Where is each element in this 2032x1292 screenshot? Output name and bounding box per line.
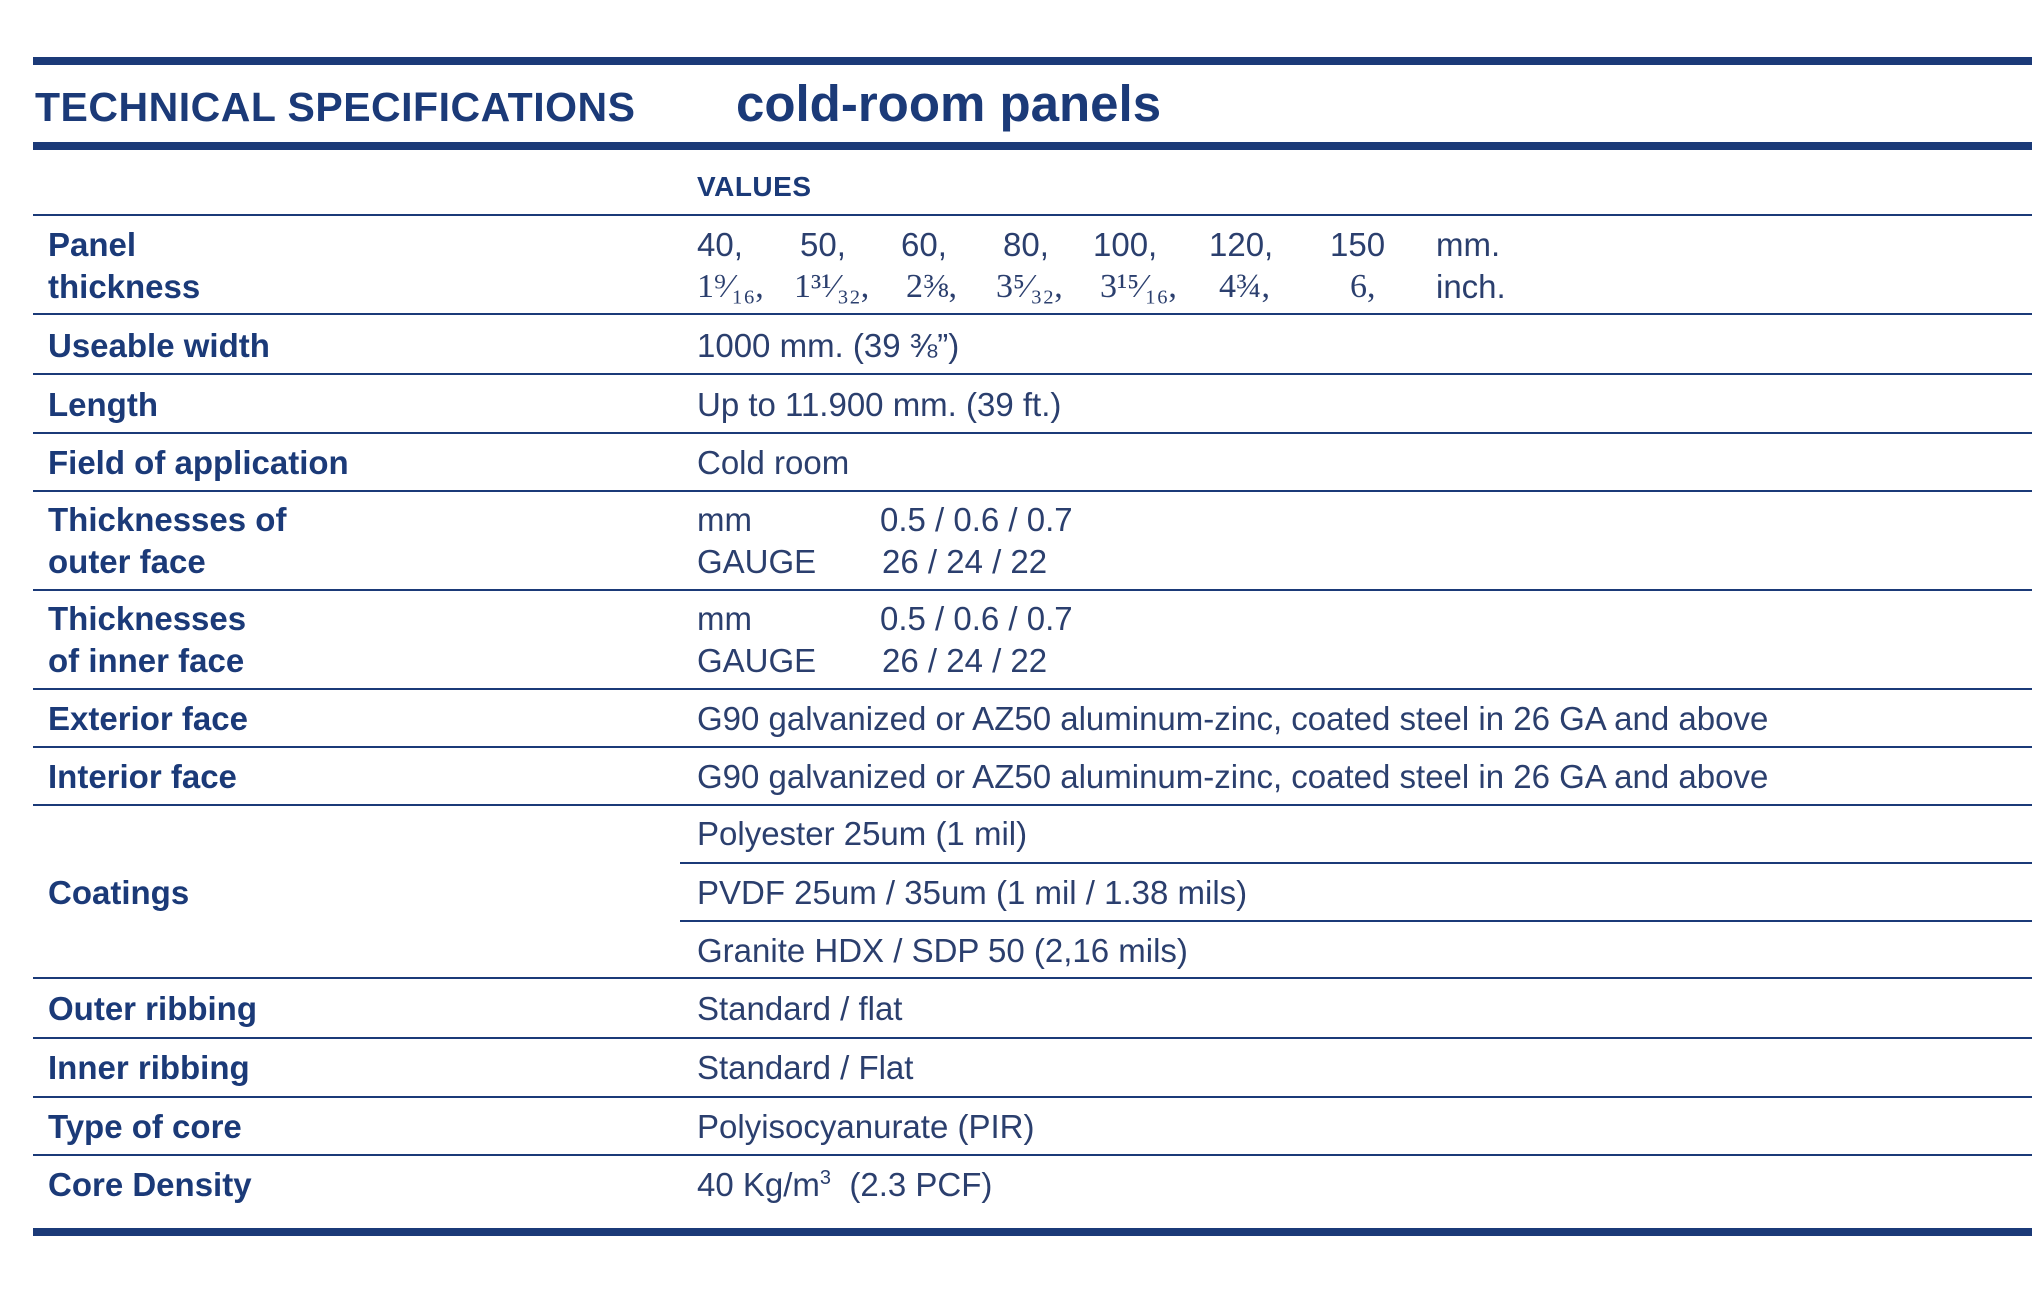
- thickness-mm-value: 120,: [1209, 226, 1274, 263]
- field-of-application-label: Field of application: [48, 444, 349, 481]
- thickness-inch-value: 3¹⁵⁄₁₆,: [1100, 268, 1177, 305]
- top-rule: [33, 57, 2032, 65]
- thickness-inch-value: 1³¹⁄₃₂,: [794, 268, 870, 305]
- page-title: TECHNICAL SPECIFICATIONS: [35, 84, 636, 130]
- outer-ribbing-value: Standard / flat: [697, 990, 903, 1027]
- type-of-core-label: Type of core: [48, 1108, 242, 1145]
- core-density-label: Core Density: [48, 1166, 252, 1203]
- inner-face-unit: GAUGE: [697, 642, 817, 679]
- bottom-rule: [33, 1228, 2032, 1236]
- inner-face-thickness-label: Thicknesses: [48, 600, 247, 637]
- values-column-header: VALUES: [697, 171, 812, 202]
- thickness-mm-value: 40,: [697, 226, 743, 263]
- thickness-inch-unit: inch.: [1436, 268, 1506, 305]
- outer-face-value: 26 / 24 / 22: [882, 543, 1048, 580]
- thickness-mm-value: 80,: [1003, 226, 1049, 263]
- thickness-mm-unit: mm.: [1436, 226, 1501, 263]
- coating-value: Granite HDX / SDP 50 (2,16 mils): [697, 932, 1188, 969]
- row-divider: [33, 1037, 2032, 1039]
- page-subtitle: cold-room panels: [736, 75, 1162, 132]
- inner-face-value: 0.5 / 0.6 / 0.7: [880, 600, 1073, 637]
- inner-face-unit: mm: [697, 600, 752, 637]
- thickness-mm-value: 100,: [1093, 226, 1158, 263]
- row-divider: [33, 746, 2032, 748]
- field-of-application-value: Cold room: [697, 444, 850, 481]
- row-divider: [33, 1096, 2032, 1098]
- useable-width-value: 1000 mm. (39 ⅜”): [697, 327, 960, 364]
- inner-face-value: 26 / 24 / 22: [882, 642, 1048, 679]
- exterior-face-label: Exterior face: [48, 700, 248, 737]
- thickness-mm-value: 150: [1330, 226, 1386, 263]
- coatings-label: Coatings: [48, 874, 190, 911]
- interior-face-label: Interior face: [48, 758, 237, 795]
- core-density-exponent: 3: [819, 1167, 832, 1189]
- outer-face-thickness-label: Thicknesses of: [48, 501, 287, 538]
- outer-ribbing-label: Outer ribbing: [48, 990, 257, 1027]
- coating-value: PVDF 25um / 35um (1 mil / 1.38 mils): [697, 874, 1248, 911]
- thickness-inch-value: 3⁵⁄₃₂,: [996, 268, 1063, 305]
- row-divider: [33, 977, 2032, 979]
- thickness-mm-value: 50,: [800, 226, 846, 263]
- coating-value: Polyester 25um (1 mil): [697, 815, 1028, 852]
- header-rule: [33, 142, 2032, 150]
- outer-face-unit: mm: [697, 501, 752, 538]
- row-divider: [33, 589, 2032, 591]
- row-divider: [33, 1154, 2032, 1156]
- outer-face-value: 0.5 / 0.6 / 0.7: [880, 501, 1073, 538]
- useable-width-label: Useable width: [48, 327, 270, 364]
- row-divider: [33, 373, 2032, 375]
- row-divider: [33, 804, 2032, 806]
- coating-divider: [680, 920, 2032, 922]
- row-divider: [33, 214, 2032, 216]
- thickness-inch-value: 4¾,: [1219, 268, 1270, 305]
- outer-face-thickness-label: outer face: [48, 543, 206, 580]
- panel-thickness-label: Panel: [48, 226, 137, 263]
- inner-ribbing-label: Inner ribbing: [48, 1049, 250, 1086]
- outer-face-unit: GAUGE: [697, 543, 817, 580]
- length-value: Up to 11.900 mm. (39 ft.): [697, 386, 1062, 423]
- row-divider: [33, 432, 2032, 434]
- type-of-core-value: Polyisocyanurate (PIR): [697, 1108, 1035, 1145]
- inner-face-thickness-label: of inner face: [48, 642, 245, 679]
- row-divider: [33, 313, 2032, 315]
- row-divider: [33, 490, 2032, 492]
- length-label: Length: [48, 386, 158, 423]
- thickness-mm-value: 60,: [901, 226, 947, 263]
- inner-ribbing-value: Standard / Flat: [697, 1049, 914, 1086]
- thickness-inch-value: 1⁹⁄₁₆,: [697, 268, 764, 305]
- thickness-inch-value: 6,: [1350, 268, 1376, 305]
- core-density-imperial: (2.3 PCF): [831, 1166, 993, 1203]
- thickness-inch-value: 2⅜,: [906, 268, 957, 305]
- core-density-number: 40 Kg/m: [697, 1166, 820, 1203]
- interior-face-value: G90 galvanized or AZ50 aluminum-zinc, coated steel in 26 GA and above: [697, 758, 1769, 795]
- coating-divider: [680, 862, 2032, 864]
- core-density-value: [697, 1166, 992, 1204]
- panel-thickness-label: thickness: [48, 268, 201, 305]
- row-divider: [33, 688, 2032, 690]
- exterior-face-value: G90 galvanized or AZ50 aluminum-zinc, coated steel in 26 GA and above: [697, 700, 1769, 737]
